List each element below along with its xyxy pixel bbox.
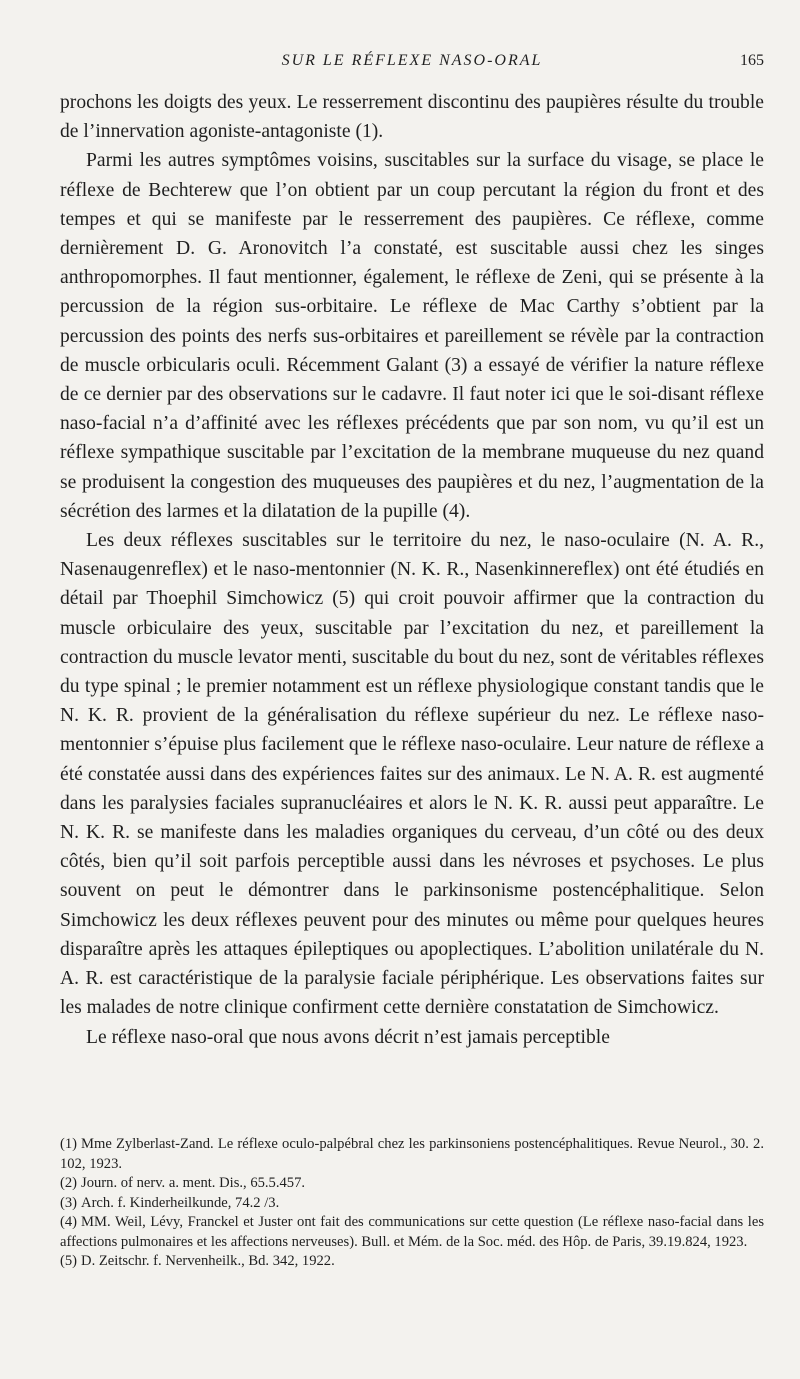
footnote-number: (5)	[60, 1253, 78, 1269]
paragraph-4: Le réflexe naso-oral que nous avons décrit n’est jamais perceptible	[86, 1026, 610, 1048]
paragraph-1: prochons les doigts des yeux. Le resserrement discontinu des paupières résulte du trouble de l’innervation agoniste-antagoniste (1).	[60, 92, 764, 143]
footnotes	[60, 1135, 764, 1272]
footnote-text: D. Zeitschr. f. Nervenheilk., Bd. 342, 1922.	[81, 1253, 335, 1269]
page-number: 165	[740, 52, 764, 69]
footnote-text: Arch. f. Kinderheilkunde, 74.2 /3.	[81, 1194, 280, 1211]
footnote-text: Journ. of nerv. a. ment. Dis., 65.5.457.	[81, 1175, 306, 1191]
running-title: SUR LE RÉFLEXE NASO-ORAL	[281, 52, 543, 69]
paragraph-2: Parmi les autres symptômes voisins, suscitables sur la surface du visage, se place le réflexe de Bechterew que l’on obtient par un coup percutant la région du front et des tempes et qui se manifeste par le resserrement des paupières. Ce réflexe, comme dernièrement D. G. Aronovitch l’a constaté, est suscitable aussi chez les singes anthropomorphes. Il faut mentionner, également, le réflexe de Zeni, qui se présente à la percussion de la région sus-orbitaire. Le réflexe de Mac Carthy s’obtient par la percussion des points des nerfs sus-orbitaires et pareillement se révèle par la contraction de muscle orbicularis oculi. Récemment Galant (3) a essayé de vérifier la nature réflexe de ce dernier par des observations sur le cadavre. Il faut noter ici que le soi-disant réflexe naso-facial n’a d’affinité avec les réflexes précédents que par son nom, vu qu’il est un réflexe sympathique suscitable par l’excitation de la membrane muqueuse du nez quand se produisent la congestion des muqueuses des paupières et du nez, l’augmentation de la sécrétion des larmes et la dilatation de la pupille (4).	[60, 150, 764, 522]
footnote-4	[60, 1213, 764, 1252]
footnote-number: (4)	[60, 1214, 78, 1230]
body-text	[60, 88, 764, 1052]
paragraph-3: Les deux réflexes suscitables sur le territoire du nez, le naso-oculaire (N. A. R., Nasenaugenreflex) et le naso-mentonnier (N. K. R., Nasenkinnereflex) ont été étudiés en détail par Thoephil Simchowicz (5) qui croit pouvoir affirmer que la contraction du muscle orbiculaire des yeux, suscitable par l’excitation du nez, et pareillement la contraction du muscle levator menti, suscitable du bout du nez, sont de véritables réflexes du type spinal ; le premier notamment est un réflexe physiologique constant tandis que le N. K. R. provient de la généralisation du réflexe supérieur du nez. Le réflexe naso-mentonnier s’épuise plus facilement que le réflexe naso-oculaire. Leur nature de réflexe a été constatée aussi dans des expériences faites sur des animaux. Le N. A. R. est augmenté dans les paralysies faciales supranucléaires et alors le N. K. R. aussi peut apparaître. Le N. K. R. se manifeste dans les maladies organiques du cerveau, d’un côté ou des deux côtés, bien qu’il soit parfois perceptible aussi dans les névroses et psychoses. Le plus souvent on peut le démontrer dans le parkinsonisme postencéphalitique. Selon Simchowicz les deux réflexes peuvent pour des minutes ou même pour quelques heures disparaître après les attaques épileptiques ou apoplectiques. L’abolition unilatérale du N. A. R. est caractéristique de la paralysie faciale périphérique. Les observations faites sur les malades de notre clinique confirment cette dernière constatation de Simchowicz.	[60, 530, 764, 1019]
footnote-2	[60, 1174, 764, 1194]
footnote-number: (1)	[60, 1136, 78, 1152]
footnote-3	[60, 1194, 764, 1214]
footnote-number: (2)	[60, 1175, 78, 1191]
page-header	[60, 52, 764, 80]
footnote-1	[60, 1135, 764, 1174]
footnote-text: Mme Zylberlast-Zand. Le réflexe oculo-palpébral chez les parkinsoniens postencéphalitiques. Revue Neurol., 30. 2. 102, 1923.	[60, 1136, 764, 1172]
footnote-5	[60, 1252, 764, 1272]
footnote-number: (3)	[60, 1194, 78, 1211]
footnote-text: MM. Weil, Lévy, Franckel et Juster ont fait des communications sur cette question (Le réflexe naso-facial dans les affections pulmonaires et les affections nerveuses). Bull. et Mém. de la Soc. méd. des Hôp. de Paris, 39.19.824, 1923.	[60, 1214, 764, 1250]
